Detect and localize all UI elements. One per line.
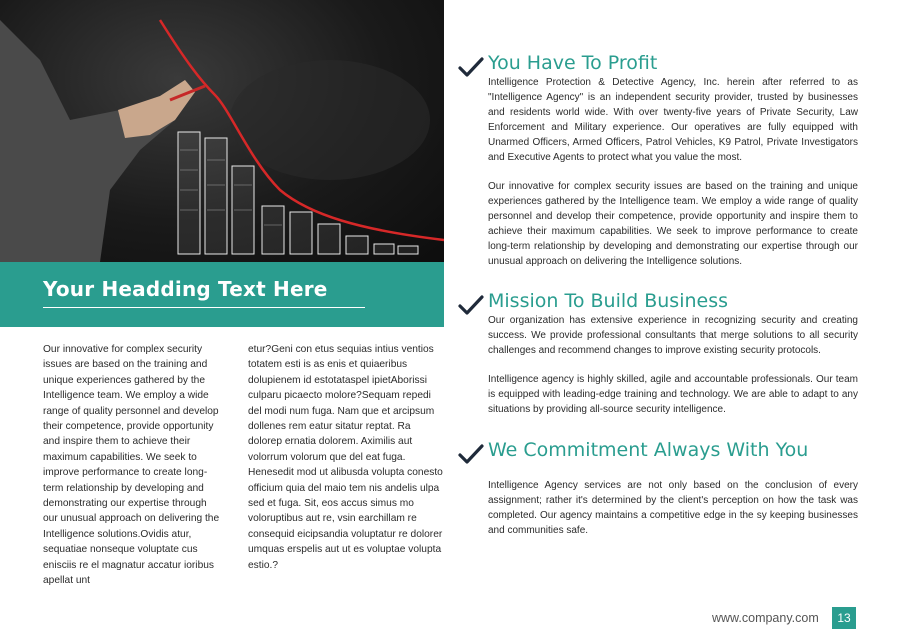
checkmark-icon [458, 443, 484, 465]
paragraph: Intelligence Agency services are not only based on the conclusion of every assignment; rather it's determined by the client's perception on how the task was completed. Our agency maintains a competitive edge in the sy keeping businesses and communities safe. [488, 480, 858, 536]
section-title: Mission To Build Business [488, 290, 729, 312]
hero-image [0, 0, 444, 262]
section-profit [458, 52, 860, 272]
section-body [488, 313, 858, 431]
checkmark-icon [458, 56, 484, 78]
section-title: You Have To Profit [488, 52, 658, 74]
heading-underline [43, 307, 365, 308]
section-body [488, 75, 858, 283]
page-number: 13 [832, 607, 856, 629]
paragraph: Intelligence agency is highly skilled, agile and accountable professionals. Our team is equipped with leading-edge training and technology. We are able to adapt to any situations by providing all-source security intelligence. [488, 374, 858, 415]
hero-heading: Your Headding Text Here [43, 277, 328, 301]
middle-column-text: etur?Geni con etus sequias intius ventios totatem esti is as enis et quiaeribus dolupienem id estotataspel ipietAborissi culparu picaecto molore?Sequam repedi del modi num fuga. Nam que et arcipsum dollenes rem eatur sitatur reptat. Ra dolorep ernatia dolorem. Aximilis aut volorrum volorum que del eat fuga. Henesedit mod ut alibusda volupta conesto officium quia del maio tem nis andelis ulpa sed et fuga. Sit, eos accus simus mo voloruptibus aut re, vsin earchillam re consequid eicipsandia voluptatur re dolorer umquas erspelis aut ut es voluptae volupta estio.? [248, 344, 443, 571]
paragraph: Our innovative for complex security issues are based on the training and unique experiences gathered by the Intelligence team. We employ a wide range of quality personnel and develop their competence, provide opportunity and inspire them to achieve their maximum capabilities. We seek to improve performance to create long-term relationship by developing and demonstrating our expertise through our unusual approach on delivering the Intelligence solutions. [488, 181, 858, 267]
section-body [488, 478, 858, 552]
checkmark-icon [458, 294, 484, 316]
paragraph: Intelligence Protection & Detective Agency, Inc. herein after referred to as "Intelligence Agency" is an independent security provider, trusted by businesses and residents world wide. With over twenty-five years of Private Security, Law Enforcement and Military experience. Our operatives are fully equipped with Unarmed Officers, Armed Officers, Patrol Vehicles, K9 Patrol, Private Investigators and Executive Agents to protect what you value the most. [488, 77, 858, 163]
section-commitment [458, 439, 860, 549]
left-column-text: Our innovative for complex security issues are based on the training and unique experiences gathered by the Intelligence team. We employ a wide range of quality personnel and develop their competence, provide opportunity and inspire them to achieve their maximum capabilities. We seek to improve performance to create long-term relationship by developing and demonstrating our expertise through our unusual approach on delivering the Intelligence solutions.Ovidis atur, sequatiae nonseque voluptate cus enisciis re el magnatur accatur ioribus apellat unt [43, 344, 220, 587]
section-mission [458, 290, 860, 430]
declining-chart-illustration [0, 0, 444, 262]
paragraph: Our organization has extensive experience in recognizing security and creating success. We provide professional consultants that merge solutions to all security challenges and recommend changes to improve existing security protocols. [488, 315, 858, 356]
section-title: We Commitment Always With You [488, 439, 809, 461]
footer-url[interactable]: www.company.com [712, 611, 819, 625]
